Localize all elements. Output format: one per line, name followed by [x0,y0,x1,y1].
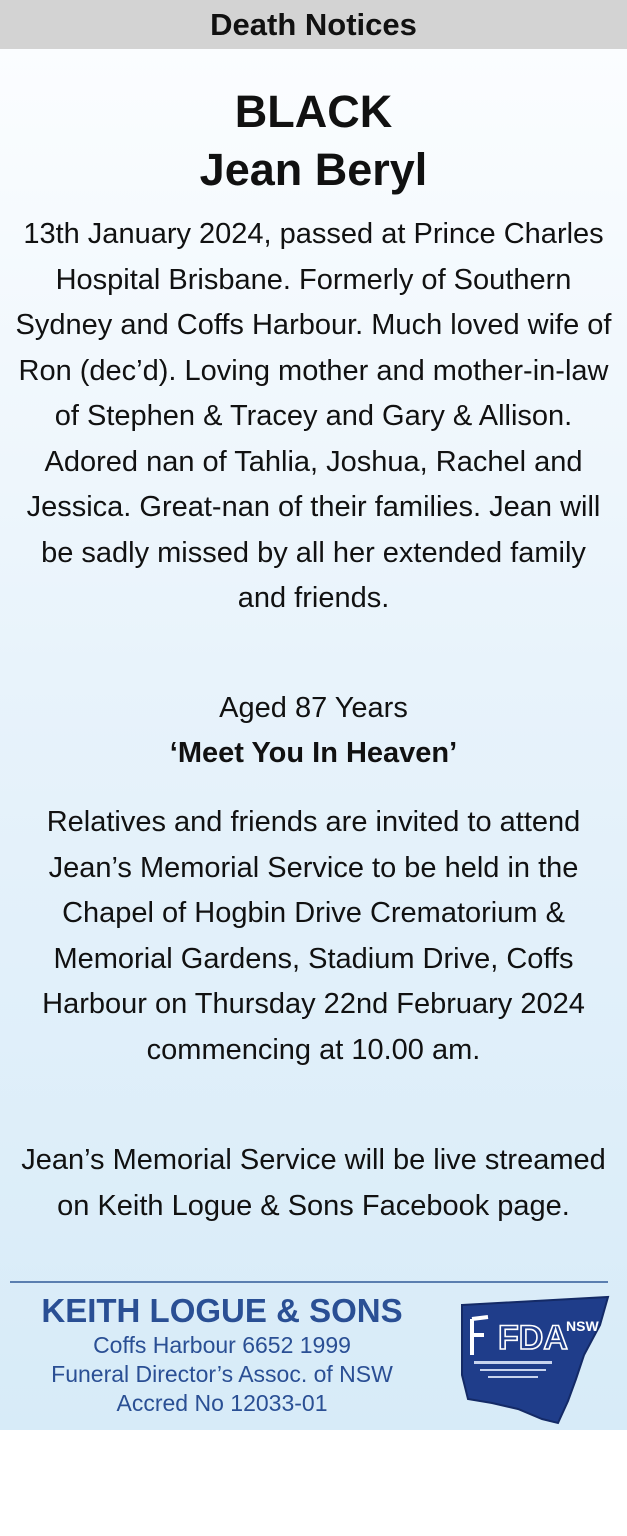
deceased-given-names: Jean Beryl [199,144,428,195]
section-title: Death Notices [210,7,417,42]
firm-name: KEITH LOGUE & SONS [41,1292,403,1329]
firm-accreditation: Accred No 12033-01 [116,1390,328,1416]
funeral-director-block [0,1291,444,1418]
deceased-surname: BLACK [234,86,393,137]
section-header [0,0,627,49]
logo-subtext: NSW [566,1318,599,1334]
notice-paragraph-details: 13th January 2024, passed at Prince Charles Hospital Brisbane. Formerly of Southern Sydney and Coffs Harbour. Much loved wife of Ron (dec’d). Loving mother and mother-in-law of Stephen & Tracey and Gary & Allison. Adored nan of Tahlia, Joshua, Rachel and Jessica. Great-nan of their families. Jean will be sadly missed by all her extended family and friends. [15,218,612,614]
notice-age: Aged 87 Years [219,692,408,724]
firm-association: Funeral Director’s Assoc. of NSW [51,1361,393,1387]
notice-quote: ‘Meet You In Heaven’ [169,737,458,769]
notice-paragraph-service: Relatives and friends are invited to attend Jean’s Memorial Service to be held in the Chapel of Hogbin Drive Crematorium & Memorial Gardens, Stadium Drive, Coffs Harbour on Thursday 22nd February 2024 commencing at 10.00 am. [42,806,585,1066]
logo-text: FDA [498,1319,568,1357]
firm-phone: Coffs Harbour 6652 1999 [93,1332,351,1358]
death-notice [0,49,627,1430]
nsw-map-fda-logo-icon [458,1295,612,1429]
footer-divider [10,1281,608,1283]
notice-paragraph-stream: Jean’s Memorial Service will be live streamed on Keith Logue & Sons Facebook page. [21,1144,606,1222]
